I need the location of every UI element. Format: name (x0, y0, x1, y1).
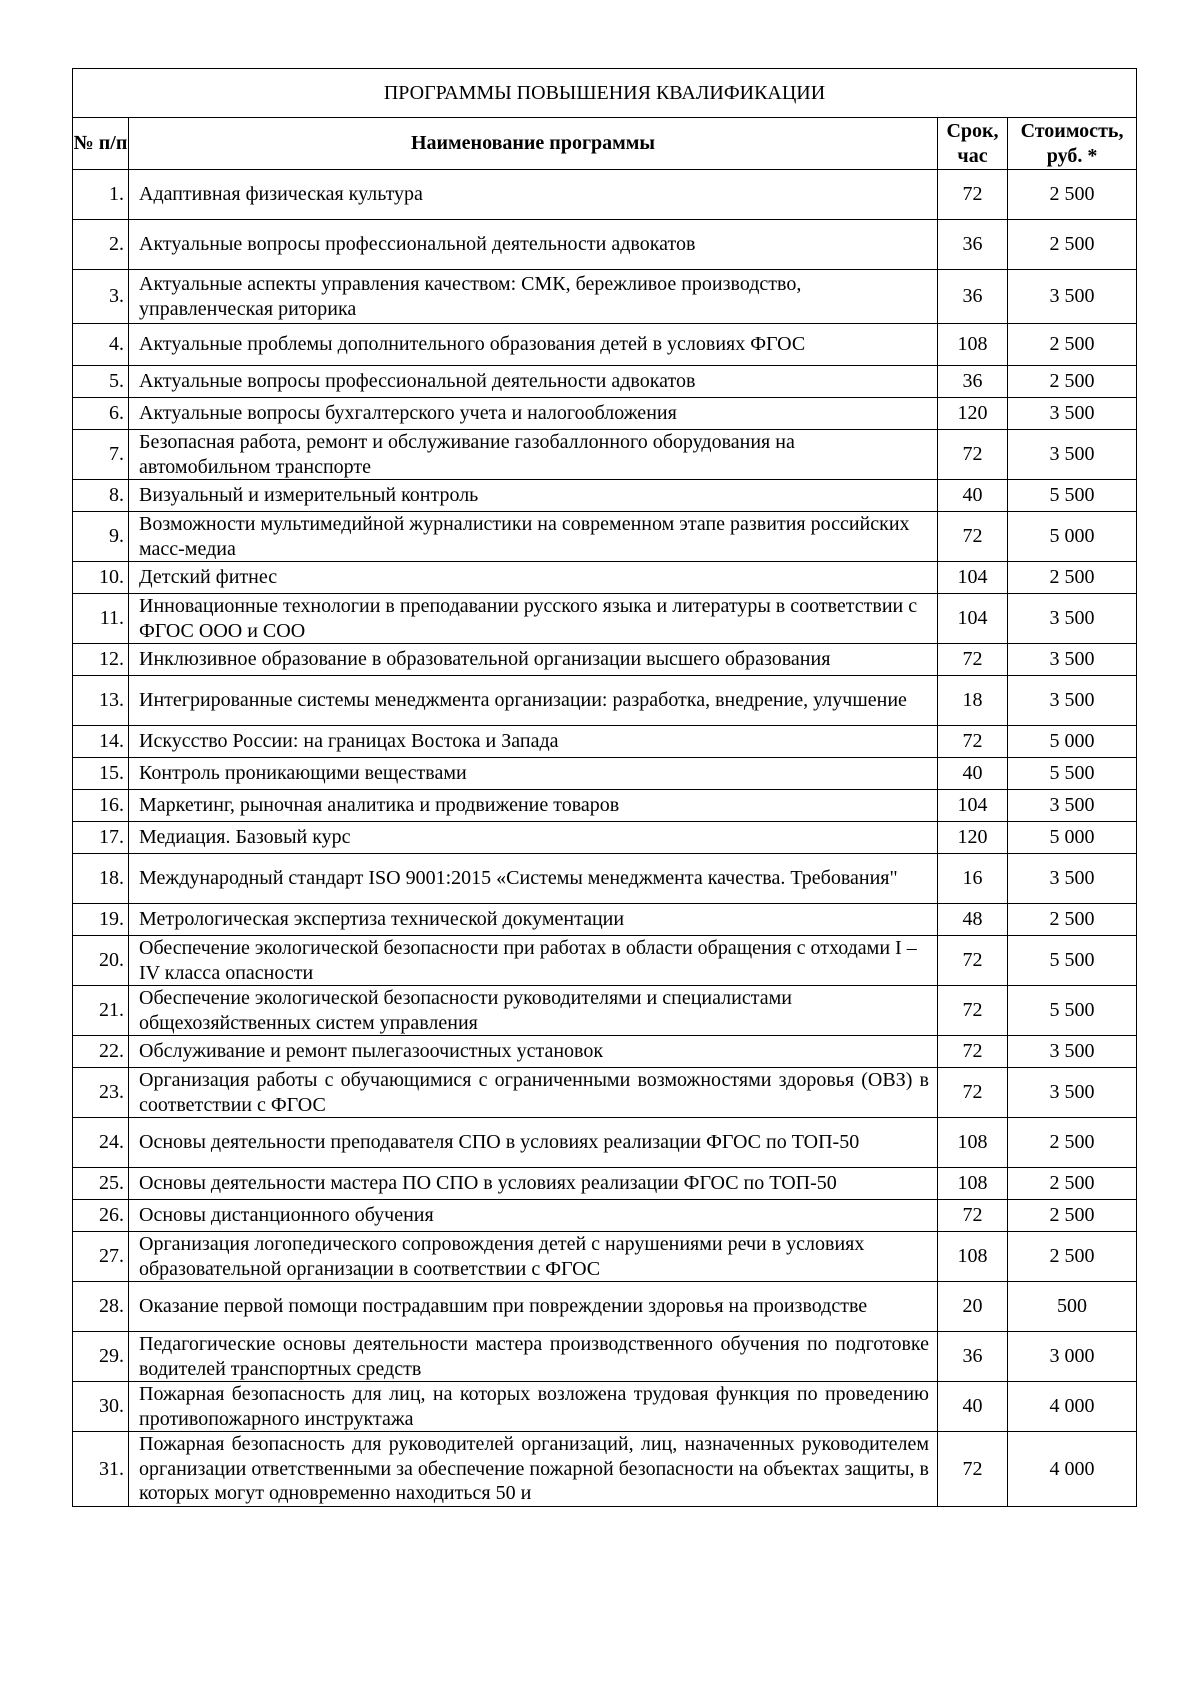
program-price: 2 500 (1008, 562, 1137, 594)
program-hours: 72 (938, 1068, 1008, 1118)
row-number: 11. (73, 594, 129, 644)
program-price: 2 500 (1008, 1232, 1137, 1282)
row-number: 18. (73, 854, 129, 904)
program-price: 4 000 (1008, 1432, 1137, 1507)
program-name: Организация логопедического сопровождения детей с нарушениями речи в условиях образовательной организации в соответствии с ФГОС (129, 1232, 938, 1282)
program-hours: 72 (938, 1200, 1008, 1232)
table-row (73, 220, 1137, 270)
row-number: 15. (73, 758, 129, 790)
table-row (73, 1118, 1137, 1168)
program-hours: 108 (938, 1168, 1008, 1200)
program-price: 3 500 (1008, 398, 1137, 430)
program-price: 3 500 (1008, 644, 1137, 676)
table-row (73, 430, 1137, 480)
program-hours: 104 (938, 594, 1008, 644)
program-price: 5 000 (1008, 726, 1137, 758)
row-number: 22. (73, 1036, 129, 1068)
program-name: Контроль проникающими веществами (129, 758, 938, 790)
table-title: ПРОГРАММЫ ПОВЫШЕНИЯ КВАЛИФИКАЦИИ (73, 69, 1137, 118)
table-row (73, 594, 1137, 644)
program-name: Педагогические основы деятельности мастера производственного обучения по подготовке водителей транспортных средств (129, 1332, 938, 1382)
header-price: Стоимость, руб. * (1008, 118, 1137, 170)
program-hours: 72 (938, 1036, 1008, 1068)
table-row (73, 398, 1137, 430)
program-hours: 72 (938, 644, 1008, 676)
program-name: Обслуживание и ремонт пылегазоочистных установок (129, 1036, 938, 1068)
program-name: Международный стандарт ISO 9001:2015 «Системы менеджмента качества. Требования" (129, 854, 938, 904)
program-hours: 36 (938, 220, 1008, 270)
program-name: Детский фитнес (129, 562, 938, 594)
table-row (73, 170, 1137, 220)
program-name: Организация работы с обучающимися с ограниченными возможностями здоровья (ОВЗ) в соответствии с ФГОС (129, 1068, 938, 1118)
program-hours: 108 (938, 324, 1008, 366)
header-name: Наименование программы (129, 118, 938, 170)
program-hours: 72 (938, 986, 1008, 1036)
program-name: Безопасная работа, ремонт и обслуживание газобаллонного оборудования на автомобильном транспорте (129, 430, 938, 480)
program-price: 500 (1008, 1282, 1137, 1332)
table-body (73, 170, 1137, 1507)
title-row (73, 69, 1137, 118)
table-row (73, 904, 1137, 936)
program-price: 3 500 (1008, 854, 1137, 904)
row-number: 16. (73, 790, 129, 822)
program-name: Актуальные вопросы бухгалтерского учета и налогообложения (129, 398, 938, 430)
program-name: Актуальные проблемы дополнительного образования детей в условиях ФГОС (129, 324, 938, 366)
program-hours: 120 (938, 398, 1008, 430)
table-row (73, 676, 1137, 726)
program-price: 2 500 (1008, 324, 1137, 366)
table-row (73, 480, 1137, 512)
header-row (73, 118, 1137, 170)
row-number: 29. (73, 1332, 129, 1382)
table-row (73, 324, 1137, 366)
row-number: 14. (73, 726, 129, 758)
program-name: Медиация. Базовый курс (129, 822, 938, 854)
program-price: 2 500 (1008, 904, 1137, 936)
row-number: 24. (73, 1118, 129, 1168)
program-hours: 72 (938, 512, 1008, 562)
program-price: 3 500 (1008, 430, 1137, 480)
row-number: 4. (73, 324, 129, 366)
program-price: 2 500 (1008, 220, 1137, 270)
program-price: 2 500 (1008, 1168, 1137, 1200)
program-price: 3 500 (1008, 1068, 1137, 1118)
row-number: 23. (73, 1068, 129, 1118)
table-row (73, 822, 1137, 854)
program-name: Основы деятельности преподавателя СПО в условиях реализации ФГОС по ТОП-50 (129, 1118, 938, 1168)
row-number: 17. (73, 822, 129, 854)
table-row (73, 512, 1137, 562)
program-name: Визуальный и измерительный контроль (129, 480, 938, 512)
row-number: 26. (73, 1200, 129, 1232)
program-price: 2 500 (1008, 170, 1137, 220)
program-hours: 40 (938, 758, 1008, 790)
program-hours: 72 (938, 170, 1008, 220)
row-number: 6. (73, 398, 129, 430)
table-row (73, 1432, 1137, 1507)
row-number: 19. (73, 904, 129, 936)
program-price: 5 500 (1008, 986, 1137, 1036)
program-price: 3 500 (1008, 790, 1137, 822)
program-name: Актуальные вопросы профессиональной деятельности адвокатов (129, 366, 938, 398)
program-hours: 40 (938, 480, 1008, 512)
row-number: 8. (73, 480, 129, 512)
program-hours: 108 (938, 1232, 1008, 1282)
program-name: Оказание первой помощи пострадавшим при повреждении здоровья на производстве (129, 1282, 938, 1332)
program-name: Интегрированные системы менеджмента организации: разработка, внедрение, улучшение (129, 676, 938, 726)
program-hours: 20 (938, 1282, 1008, 1332)
program-hours: 72 (938, 936, 1008, 986)
program-name: Актуальные аспекты управления качеством: СМК, бережливое производство, управленческая риторика (129, 270, 938, 324)
program-hours: 18 (938, 676, 1008, 726)
row-number: 3. (73, 270, 129, 324)
table-row (73, 758, 1137, 790)
row-number: 13. (73, 676, 129, 726)
program-price: 3 500 (1008, 594, 1137, 644)
row-number: 12. (73, 644, 129, 676)
row-number: 2. (73, 220, 129, 270)
row-number: 5. (73, 366, 129, 398)
row-number: 20. (73, 936, 129, 986)
program-hours: 108 (938, 1118, 1008, 1168)
row-number: 9. (73, 512, 129, 562)
row-number: 31. (73, 1432, 129, 1507)
table-row (73, 366, 1137, 398)
program-price: 2 500 (1008, 366, 1137, 398)
program-price: 5 000 (1008, 822, 1137, 854)
table-row (73, 1232, 1137, 1282)
program-hours: 72 (938, 430, 1008, 480)
program-price: 5 500 (1008, 480, 1137, 512)
table-row (73, 854, 1137, 904)
row-number: 25. (73, 1168, 129, 1200)
program-price: 5 500 (1008, 758, 1137, 790)
program-price: 3 500 (1008, 1036, 1137, 1068)
row-number: 7. (73, 430, 129, 480)
row-number: 27. (73, 1232, 129, 1282)
program-name: Актуальные вопросы профессиональной деятельности адвокатов (129, 220, 938, 270)
program-hours: 36 (938, 1332, 1008, 1382)
program-name: Основы дистанционного обучения (129, 1200, 938, 1232)
program-hours: 40 (938, 1382, 1008, 1432)
table-row (73, 1282, 1137, 1332)
program-price: 3 000 (1008, 1332, 1137, 1382)
program-name: Метрологическая экспертиза технической документации (129, 904, 938, 936)
program-price: 2 500 (1008, 1118, 1137, 1168)
table-row (73, 562, 1137, 594)
table-row (73, 270, 1137, 324)
program-price: 2 500 (1008, 1200, 1137, 1232)
program-price: 5 000 (1008, 512, 1137, 562)
program-hours: 104 (938, 562, 1008, 594)
program-name: Искусство России: на границах Востока и Запада (129, 726, 938, 758)
program-name: Инновационные технологии в преподавании русского языка и литературы в соответствии с ФГОС ООО и СОО (129, 594, 938, 644)
table-row (73, 644, 1137, 676)
table-row (73, 726, 1137, 758)
program-name: Маркетинг, рыночная аналитика и продвижение товаров (129, 790, 938, 822)
program-name: Обеспечение экологической безопасности руководителями и специалистами общехозяйственных систем управления (129, 986, 938, 1036)
program-hours: 72 (938, 726, 1008, 758)
table-row (73, 986, 1137, 1036)
table-row (73, 1168, 1137, 1200)
table-row (73, 1382, 1137, 1432)
header-hours: Срок, час (938, 118, 1008, 170)
table-row (73, 1068, 1137, 1118)
program-hours: 48 (938, 904, 1008, 936)
program-hours: 120 (938, 822, 1008, 854)
program-price: 3 500 (1008, 270, 1137, 324)
table-row (73, 1200, 1137, 1232)
row-number: 30. (73, 1382, 129, 1432)
row-number: 28. (73, 1282, 129, 1332)
table-row (73, 790, 1137, 822)
program-name: Основы деятельности мастера ПО СПО в условиях реализации ФГОС по ТОП-50 (129, 1168, 938, 1200)
row-number: 1. (73, 170, 129, 220)
program-hours: 16 (938, 854, 1008, 904)
header-num: № п/п (73, 118, 129, 170)
row-number: 21. (73, 986, 129, 1036)
program-name: Обеспечение экологической безопасности при работах в области обращения с отходами I – IV класса опасности (129, 936, 938, 986)
program-name: Инклюзивное образование в образовательной организации высшего образования (129, 644, 938, 676)
program-name: Пожарная безопасность для лиц, на которых возложена трудовая функция по проведению противопожарного инструктажа (129, 1382, 938, 1432)
program-hours: 104 (938, 790, 1008, 822)
program-price: 5 500 (1008, 936, 1137, 986)
program-name: Возможности мультимедийной журналистики на современном этапе развития российских масс-медиа (129, 512, 938, 562)
table-row (73, 1036, 1137, 1068)
program-hours: 36 (938, 270, 1008, 324)
program-price: 4 000 (1008, 1382, 1137, 1432)
program-hours: 72 (938, 1432, 1008, 1507)
program-name: Адаптивная физическая культура (129, 170, 938, 220)
row-number: 10. (73, 562, 129, 594)
program-name: Пожарная безопасность для руководителей организаций, лиц, назначенных руководителем организации ответственными за обеспечение пожарной безопасности на объектах защиты, в которых могут одновременно находиться 50 и (129, 1432, 938, 1507)
programs-table (72, 68, 1137, 1507)
program-price: 3 500 (1008, 676, 1137, 726)
table-row (73, 1332, 1137, 1382)
table-row (73, 936, 1137, 986)
program-hours: 36 (938, 366, 1008, 398)
